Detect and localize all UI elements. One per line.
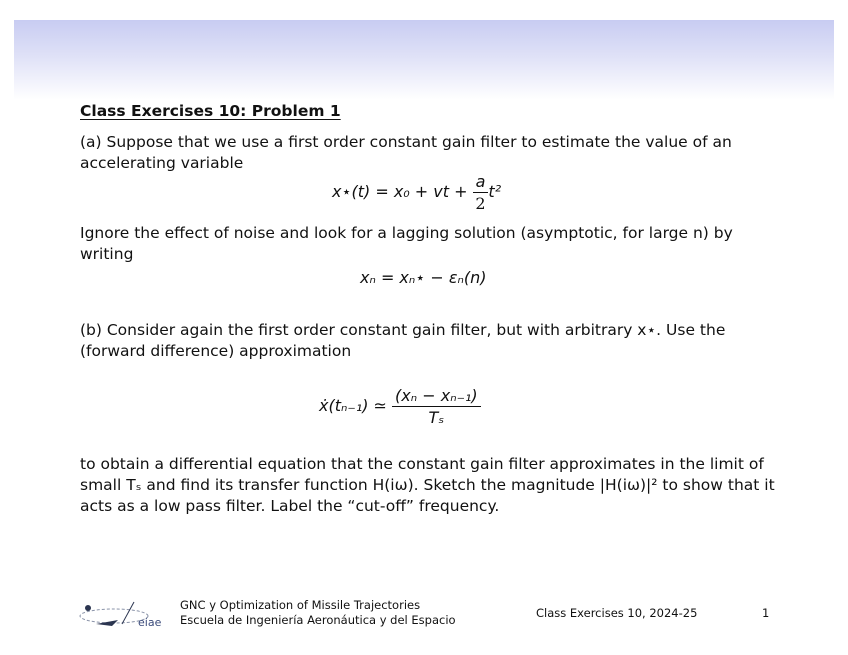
logo-text: eiae: [138, 616, 162, 629]
course-name: GNC y Optimization of Missile Trajectories: [180, 598, 421, 612]
equation-fraction: [392, 386, 481, 427]
page-number: 1: [762, 606, 770, 620]
slide: [14, 20, 834, 635]
slide-title: Class Exercises 10: Problem 1: [80, 102, 341, 120]
footer: [14, 590, 834, 635]
part-b-text: (b) Consider again the first order constant gain filter, but with arbitrary x⋆. Use the (forward difference) approximation: [80, 321, 726, 360]
equation-forward-difference-lhs: ẋ(tₙ₋₁) ≃: [319, 396, 393, 415]
fraction-numerator: a: [473, 172, 489, 193]
fraction-denominator: 2: [475, 194, 486, 213]
part-b-text-2: to obtain a differential equation that the constant gain filter approximates in the limit of small Tₛ and find its transfer function H(iω). Sketch the magnitude |H(iω)|² to show that it acts as a low pass filter. Label the “cut-off” frequency.: [80, 455, 775, 515]
section-label: Class Exercises 10, 2024-25: [536, 606, 698, 620]
eiae-logo-icon: [74, 596, 164, 632]
part-a-text-2: Ignore the effect of noise and look for a lagging solution (asymptotic, for large n) by writing: [80, 224, 733, 263]
equation-fraction: [473, 172, 489, 213]
school-name: Escuela de Ingeniería Aeronáutica y del Espacio: [180, 613, 456, 627]
equation-forward-difference: [319, 386, 481, 427]
institution-block: [180, 598, 456, 628]
fraction-denominator: Tₛ: [428, 408, 445, 427]
equation-lagging-solution: xₙ = xₙ⋆ − εₙ(n): [360, 268, 487, 287]
fraction-numerator: (xₙ − xₙ₋₁): [392, 386, 481, 407]
part-a-text: (a) Suppose that we use a first order constant gain filter to estimate the value of an accelerating variable: [80, 133, 732, 172]
equation-x-star: [332, 172, 501, 213]
equation-x-star-tail: t²: [488, 182, 502, 201]
equation-x-star-lhs: x⋆(t) = x₀ + vt +: [332, 182, 473, 201]
header-gradient-band: [14, 20, 834, 100]
